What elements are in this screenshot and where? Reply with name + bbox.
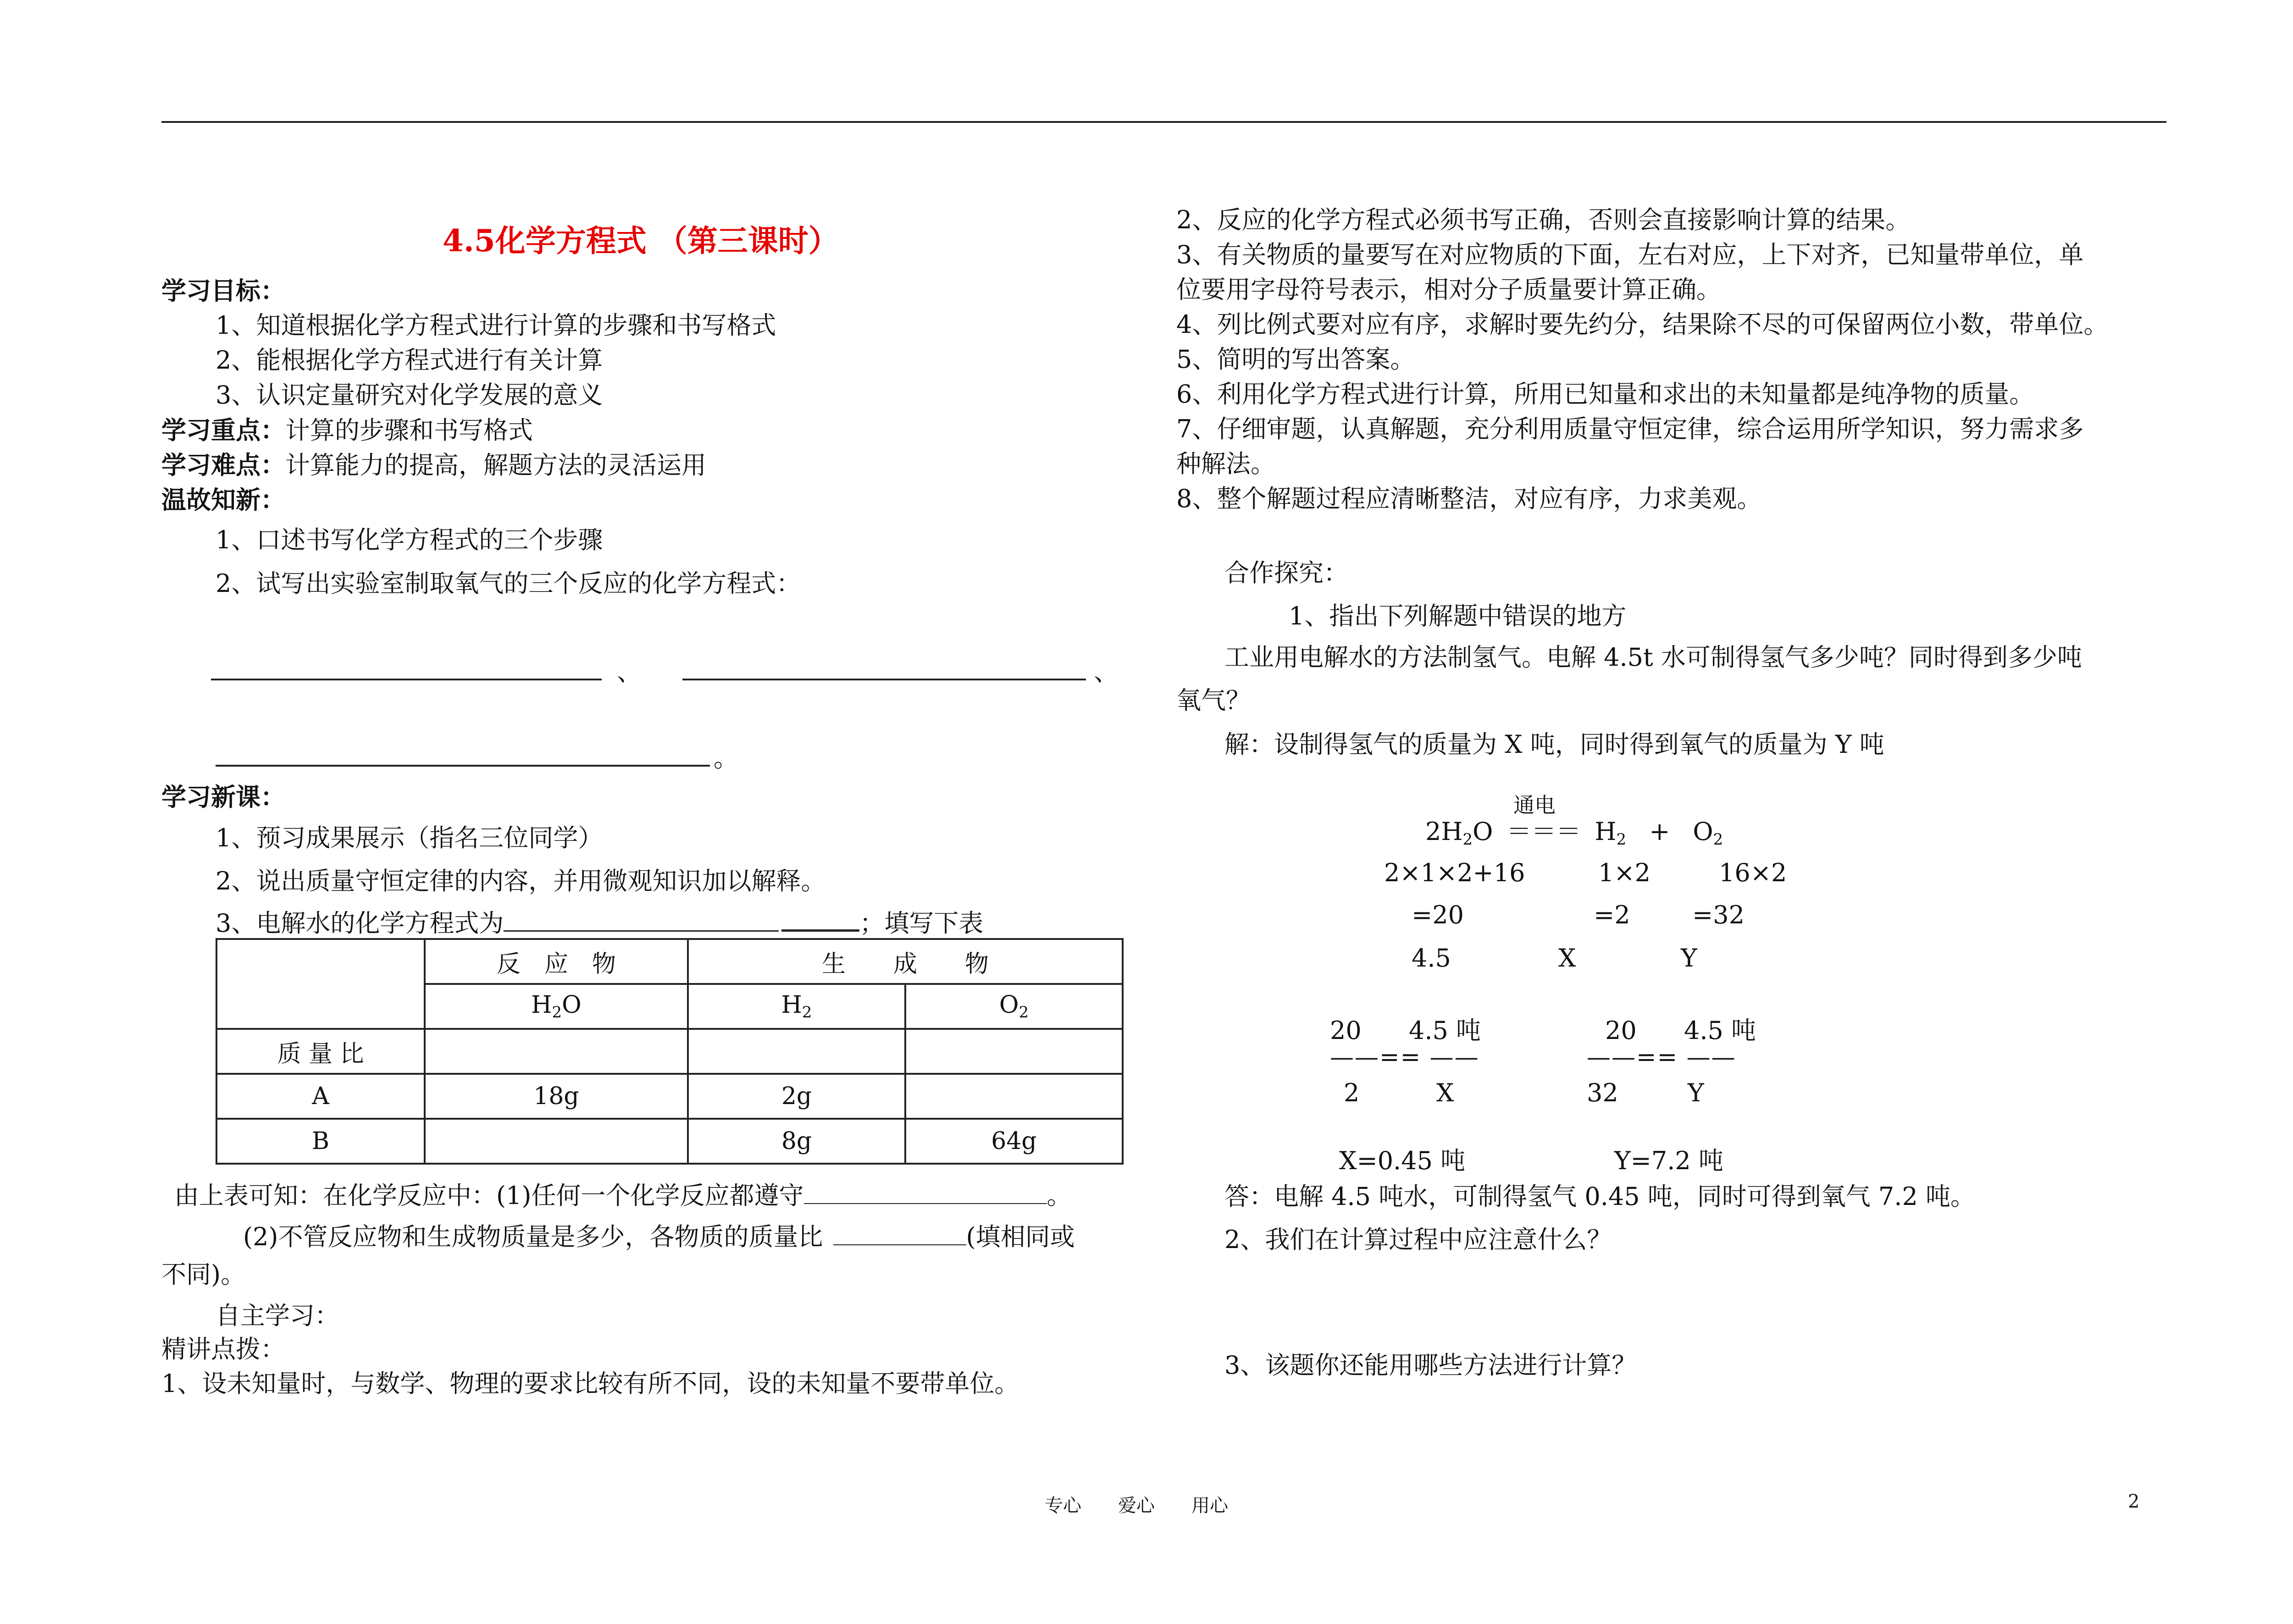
explain-item: 5、简明的写出答案。 — [1176, 345, 1415, 374]
lesson-item-3 — [216, 906, 983, 941]
law-blank[interactable] — [804, 1203, 1047, 1204]
cell-h2: $H_2$ — [688, 984, 905, 1029]
table-cell[interactable] — [688, 1029, 905, 1074]
explain-item: 8、整个解题过程应清晰整洁，对应有序，力求美观。 — [1176, 484, 1762, 513]
conclusion-text-2: (2)不管反应物和生成物质量是多少，各物质的质量比 — [243, 1222, 823, 1251]
ratio-2-bot-a: 32 — [1587, 1078, 1618, 1107]
coop-question-2: 2、我们在计算过程中应注意什么？ — [1224, 1225, 1612, 1254]
equation-line: $2H_2O$ ＝＝＝ $H_2 + O_2$ — [1425, 817, 1723, 849]
equation-blank-end[interactable] — [781, 929, 859, 932]
conclusion-line-1 — [174, 1178, 1072, 1213]
explain-item: 3、有关物质的量要写在对应物质的下面，左右对应，上下对齐，已知量带单位，单 — [1176, 240, 2084, 269]
calc-cell: =32 — [1692, 900, 1745, 929]
ratio-1-top-b: 4.5 吨 — [1409, 1016, 1481, 1045]
explain-item: 4、列比例式要对应有序，求解时要先约分，结果除不尽的可保留两位小数，带单位。 — [1176, 310, 2109, 339]
difficulty-label: 学习难点： — [161, 450, 285, 480]
table-row — [216, 1029, 1123, 1074]
coop-question-3: 3、该题你还能用哪些方法进行计算？ — [1224, 1351, 1637, 1380]
page-title: 4.5化学方程式 （第三课时） — [443, 223, 839, 259]
footer-motto: 专心 爱心 用心 — [1045, 1495, 1228, 1516]
reaction-condition: 通电 — [1513, 793, 1556, 818]
difficulty-line — [161, 447, 706, 483]
goals-heading: 学习目标： — [161, 276, 285, 305]
calc-cell: X — [1558, 944, 1576, 972]
period: 。 — [714, 744, 738, 773]
answer-blank[interactable] — [211, 679, 602, 680]
lesson-item-3-tail: ；填写下表 — [859, 909, 984, 938]
self-study-label: 自主学习： — [216, 1301, 339, 1330]
table-row — [216, 1119, 1123, 1164]
ratio-1-bot-b: X — [1436, 1078, 1454, 1107]
explain-item: 2、反应的化学方程式必须书写正确，否则会直接影响计算的结果。 — [1176, 205, 1911, 234]
ratio-2-top-b: 4.5 吨 — [1684, 1016, 1756, 1045]
review-item: 2、试写出实验室制取氧气的三个反应的化学方程式： — [216, 569, 801, 598]
calc-cell: Y — [1681, 944, 1697, 972]
answer-line: 答：电解 4.5 吨水，可制得氢气 0.45 吨，同时可得到氧气 7.2 吨。 — [1224, 1182, 1975, 1211]
problem-line-1: 工业用电解水的方法制氢气。电解 4.5t 水可制得氢气多少吨？同时得到多少吨 — [1224, 643, 2082, 672]
table-cell[interactable] — [905, 1029, 1123, 1074]
separator: 、 — [617, 657, 642, 686]
difficulty-text: 计算能力的提高，解题方法的灵活运用 — [285, 451, 706, 480]
ratio-1-line: ——== —— — [1330, 1044, 1479, 1071]
equation-blank[interactable] — [504, 930, 779, 932]
top-rule — [161, 121, 2166, 123]
ratio-1-bot-a: 2 — [1344, 1078, 1360, 1107]
coop-question-1: 1、指出下列解题中错误的地方 — [1289, 602, 1627, 630]
header-product: 生 成 物 — [688, 939, 1123, 984]
explain-item: 1、设未知量时，与数学、物理的要求比较有所不同，设的未知量不要带单位。 — [161, 1369, 1019, 1398]
explain-item: 种解法。 — [1176, 449, 1275, 478]
explain-item: 6、利用化学方程式进行计算，所用已知量和求出的未知量都是纯净物的质量。 — [1176, 380, 2034, 409]
cell-h2o: $H_2O$ — [425, 984, 688, 1029]
focus-text: 计算的步骤和书写格式 — [285, 416, 533, 445]
problem-line-2: 氧气？ — [1176, 686, 1251, 715]
explain-heading: 精讲点拨： — [161, 1335, 285, 1364]
table-cell[interactable] — [425, 1029, 688, 1074]
lesson-item: 1、预习成果展示（指名三位同学） — [216, 823, 603, 852]
review-item: 1、口述书写化学方程式的三个步骤 — [216, 525, 603, 554]
conclusion-line-2 — [243, 1220, 1075, 1254]
calc-cell: =20 — [1412, 900, 1464, 929]
mass-ratio-table — [216, 938, 1124, 1165]
coop-heading: 合作探究： — [1224, 558, 1348, 587]
calc-cell: =2 — [1594, 900, 1630, 929]
ratio-2-bot-b: Y — [1688, 1078, 1704, 1107]
explain-item: 7、仔细审题，认真解题，充分利用质量守恒定律，综合运用所学知识，努力需求多 — [1176, 414, 2084, 443]
table-row — [216, 1074, 1123, 1119]
header-reactant: 反 应 物 — [425, 939, 688, 984]
conclusion-text-1: 由上表可知：在化学反应中：(1)任何一个化学反应都遵守 — [174, 1181, 804, 1210]
row-label: 质 量 比 — [216, 1029, 425, 1074]
solve-line: 解：设制得氢气的质量为 X 吨，同时得到氧气的质量为 Y 吨 — [1224, 730, 1884, 759]
ratio-2-top-a: 20 — [1605, 1016, 1637, 1045]
result-x: X=0.45 吨 — [1339, 1146, 1466, 1175]
separator: 、 — [1094, 657, 1119, 686]
ratio-blank[interactable] — [833, 1244, 966, 1245]
answer-blank[interactable] — [216, 765, 710, 767]
goal-item: 2、能根据化学方程式进行有关计算 — [216, 346, 603, 375]
table-cell[interactable]: 2g — [688, 1074, 905, 1119]
new-lesson-heading: 学习新课： — [161, 782, 285, 812]
ratio-1-top-a: 20 — [1330, 1016, 1362, 1045]
result-y: Y=7.2 吨 — [1614, 1146, 1723, 1175]
table-cell[interactable] — [905, 1074, 1123, 1119]
calc-cell: 1×2 — [1598, 858, 1651, 887]
table-corner — [216, 939, 425, 1029]
table-cell[interactable]: 64g — [905, 1119, 1123, 1164]
calc-cell: 16×2 — [1719, 858, 1787, 887]
row-label: B — [216, 1119, 425, 1164]
explain-item: 位要用字母符号表示，相对分子质量要计算正确。 — [1176, 275, 1721, 304]
conclusion-end: 。 — [1047, 1181, 1072, 1210]
table-cell[interactable]: 8g — [688, 1119, 905, 1164]
calc-cell: 2×1×2+16 — [1384, 858, 1525, 887]
cell-o2: $O_2$ — [905, 984, 1123, 1029]
conclusion-tail: (填相同或 — [966, 1222, 1075, 1251]
calc-cell: 4.5 — [1412, 944, 1451, 972]
lesson-item-3-text: 3、电解水的化学方程式为 — [216, 909, 504, 938]
review-heading: 温故知新： — [161, 485, 285, 514]
ratio-2-line: ——== —— — [1587, 1044, 1736, 1071]
table-cell[interactable] — [425, 1119, 688, 1164]
row-label: A — [216, 1074, 425, 1119]
focus-label: 学习重点： — [161, 415, 285, 445]
goal-item: 3、认识定量研究对化学发展的意义 — [216, 381, 603, 409]
answer-blank[interactable] — [682, 679, 1086, 680]
table-cell[interactable]: 18g — [425, 1074, 688, 1119]
conclusion-line-3: 不同)。 — [161, 1260, 246, 1289]
goal-item: 1、知道根据化学方程式进行计算的步骤和书写格式 — [216, 311, 776, 340]
focus-line — [161, 413, 533, 448]
page-number: 2 — [2128, 1491, 2140, 1512]
lesson-item: 2、说出质量守恒定律的内容，并用微观知识加以解释。 — [216, 867, 826, 895]
